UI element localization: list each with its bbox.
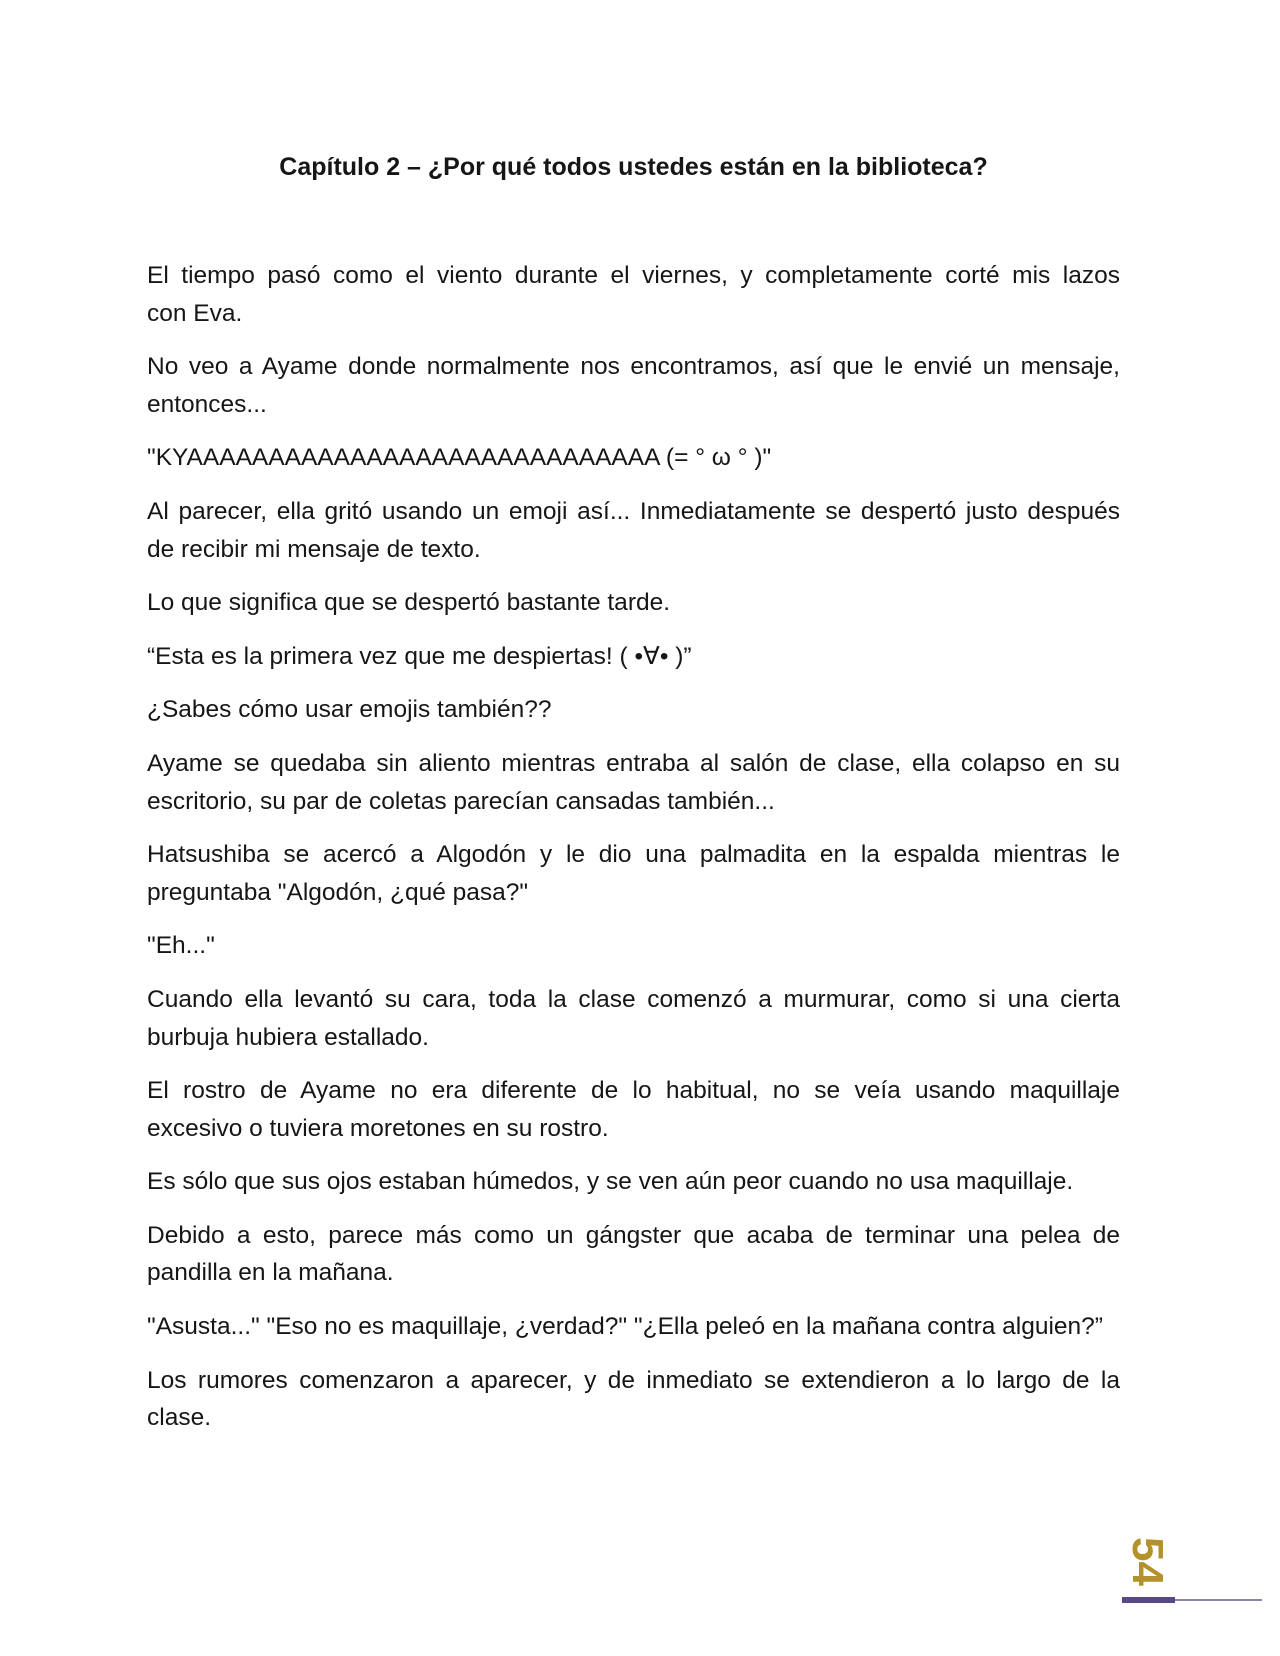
text-line: entonces... [147,390,267,418]
text-line: El tiempo pasó como el viento durante el viernes, y completamente corté mis lazos [147,262,1120,289]
page-number: 54 [1123,1537,1172,1586]
text-line: Los rumores comenzaron a aparecer, y de inmediato se extendieron a lo largo de la [147,1366,1120,1394]
text-line: ¿Sabes cómo usar emojis también?? [147,696,552,724]
paragraph [147,257,1120,332]
text-line: con Eva. [147,299,243,327]
text-line: Cuando ella levantó su cara, toda la clase comenzó a murmurar, como si una cierta [147,985,1120,1013]
text-line: Ayame se quedaba sin aliento mientras entraba al salón de clase, ella colapso en su [147,749,1120,777]
text-line: "Asusta..." "Eso no es maquillaje, ¿verdad?" "¿Ella peleó en la mañana contra alguien?” [147,1313,1103,1341]
text-line: Al parecer, ella gritó usando un emoji así... Inmediatamente se despertó justo después [147,497,1120,525]
paragraph [147,1217,1120,1292]
text-line: Hatsushiba se acercó a Algodón y le dio una palmadita en la espalda mientras le [147,841,1120,869]
text-line: “Esta es la primera vez que me despiertas! ( •∀• )” [147,642,692,670]
body-text [147,257,1120,1453]
paragraph [147,745,1120,820]
text-line: de recibir mi mensaje de texto. [147,535,481,563]
footer-rule-accent [1122,1597,1175,1603]
paragraph [147,584,1120,622]
text-line: clase. [147,1404,212,1432]
text-line: El rostro de Ayame no era diferente de lo habitual, no se veía usando maquillaje [147,1077,1120,1105]
text-line: "KYAAAAAAAAAAAAAAAAAAAAAAAAAAAAA (= ° ω ° )" [147,444,772,472]
text-line: excesivo o tuviera moretones en su rostro. [147,1114,609,1142]
text-line: burbuja hubiera estallado. [147,1023,429,1051]
text-line: preguntaba "Algodón, ¿qué pasa?" [147,878,529,906]
paragraph [147,1072,1120,1147]
paragraph [147,1362,1120,1437]
text-line: pandilla en la mañana. [147,1259,394,1287]
paragraph [147,981,1120,1056]
text-line: "Eh..." [147,932,215,960]
paragraph [147,348,1120,423]
paragraph [147,927,1120,965]
paragraph [147,691,1120,729]
text-line: No veo a Ayame donde normalmente nos encontramos, así que le envié un mensaje, [147,353,1120,381]
paragraph [147,1163,1120,1201]
text-line: Es sólo que sus ojos estaban húmedos, y se ven aún peor cuando no usa maquillaje. [147,1168,1074,1196]
text-line: Lo que significa que se despertó bastante tarde. [147,589,671,617]
paragraph [147,493,1120,568]
chapter-title: Capítulo 2 – ¿Por qué todos ustedes están en la biblioteca? [279,153,988,181]
text-line: escritorio, su par de coletas parecían cansadas también... [147,787,775,815]
paragraph [147,836,1120,911]
text-line: Debido a esto, parece más como un gángster que acaba de terminar una pelea de [147,1221,1120,1249]
paragraph [147,439,1120,477]
paragraph [147,638,1120,676]
paragraph [147,1308,1120,1346]
